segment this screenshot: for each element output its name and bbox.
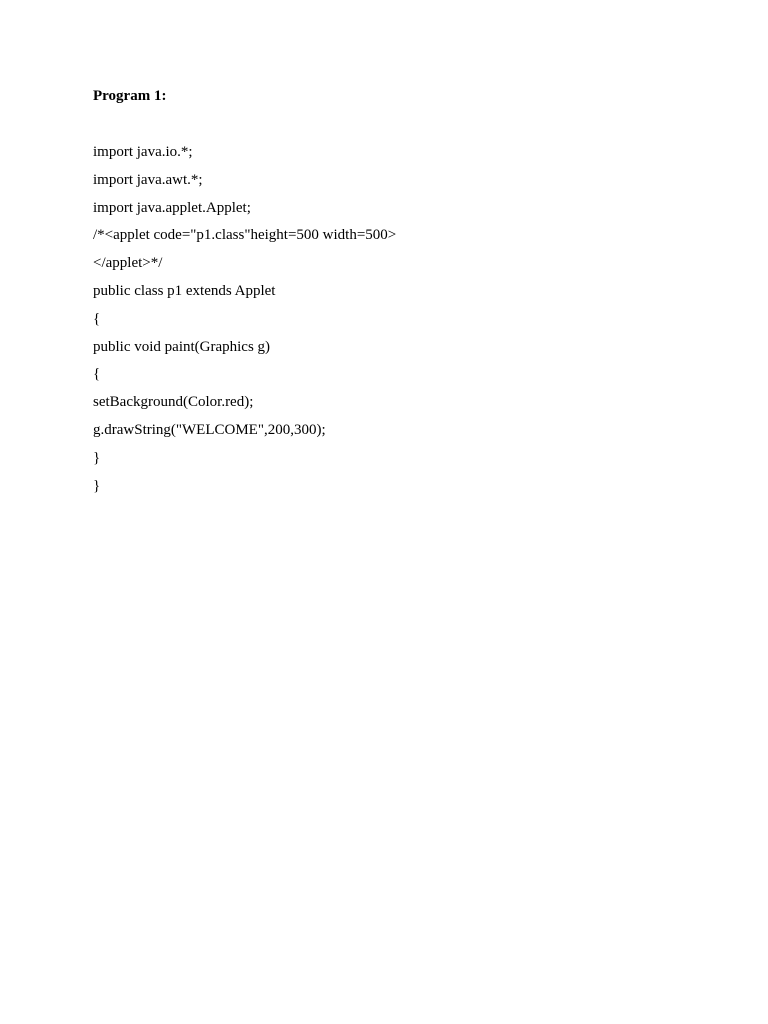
code-line: /*<applet code="p1.class"height=500 width=500> — [93, 227, 397, 244]
code-line: import java.io.*; — [93, 144, 193, 160]
code-line: g.drawString("WELCOME",200,300); — [93, 421, 326, 438]
code-line: public class p1 extends Applet — [93, 282, 276, 299]
code-line: setBackground(Color.red); — [93, 394, 254, 411]
code-line: { — [93, 310, 101, 327]
code-line: public void paint(Graphics g) — [93, 338, 271, 355]
code-line: } — [93, 477, 101, 494]
code-line: } — [93, 449, 101, 466]
program-heading: Program 1: — [93, 88, 167, 104]
code-listing — [93, 142, 396, 503]
code-line: { — [93, 366, 101, 383]
code-line: import java.awt.*; — [93, 171, 203, 188]
code-line: </applet>*/ — [93, 255, 163, 272]
code-line: import java.applet.Applet; — [93, 199, 251, 216]
